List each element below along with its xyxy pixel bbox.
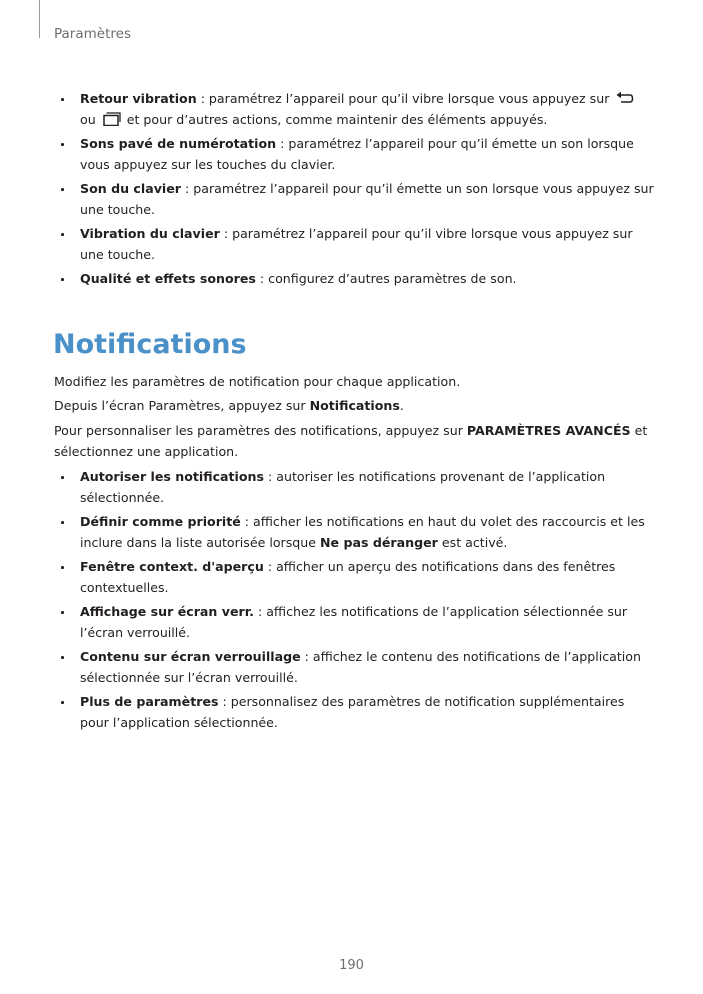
recent-apps-icon [102,112,121,126]
term-fenetre-apercu: Fenêtre context. d'aperçu [80,559,264,574]
header-rule [39,0,40,38]
notifications-advanced: Pour personnaliser les paramètres des notifications, appuyez sur PARAMÈTRES AVANCÉS et sélectionnez une application. [54,423,648,459]
term-son-clavier: Son du clavier [80,181,181,196]
notification-settings-list [54,467,654,737]
list-item: Sons pavé de numérotation : paramétrez l’appareil pour qu’il émette un son lorsque vous appuyez sur les touches du clavier. [54,134,654,175]
list-item: Définir comme priorité : afficher les notifications en haut du volet des raccourcis et les inclure dans la liste autorisée lorsque Ne pas déranger est activé. [54,512,654,553]
term-vibration-clavier: Vibration du clavier [80,226,220,241]
sound-settings-list [54,89,654,294]
term-affichage-ecran: Affichage sur écran verr. [80,604,254,619]
list-item: Contenu sur écran verrouillage : affichez le contenu des notifications de l’application sélectionnée sur l’écran verrouillé. [54,647,654,688]
term-autoriser-notifications: Autoriser les notifications [80,469,264,484]
term-sons-pave: Sons pavé de numérotation [80,136,277,151]
list-item: Fenêtre context. d'aperçu : afficher un aperçu des notifications dans des fenêtres contextuelles. [54,557,654,598]
list-item: Affichage sur écran verr. : affichez les notifications de l’application sélectionnée sur l’écran verrouillé. [54,602,654,643]
list-item: Vibration du clavier : paramétrez l’appareil pour qu’il vibre lorsque vous appuyez sur une touche. [54,224,654,265]
term-qualite-effets: Qualité et effets sonores [80,271,256,286]
notifications-intro: Modifiez les paramètres de notification pour chaque application. [54,374,461,389]
list-item: Plus de paramètres : personnalisez des paramètres de notification supplémentaires pour l’application sélectionnée. [54,692,654,733]
list-item: Son du clavier : paramétrez l’appareil pour qu’il émette un son lorsque vous appuyez sur une touche. [54,179,654,220]
page-number: 190 [339,958,364,973]
term-plus-parametres: Plus de paramètres [80,694,219,709]
back-icon [615,91,634,105]
page-header-title: Paramètres [54,26,131,42]
list-item: Retour vibration : paramétrez l’appareil pour qu’il vibre lorsque vous appuyez sur ou et pour d’autres actions, comme maintenir des éléments appuyés. [54,89,654,130]
term-definir-priorite: Définir comme priorité [80,514,241,529]
notifications-path: Depuis l’écran Paramètres, appuyez sur Notifications. [54,398,404,413]
term-contenu-ecran: Contenu sur écran verrouillage [80,649,301,664]
list-item: Qualité et effets sonores : configurez d’autres paramètres de son. [54,269,654,290]
section-title-notifications: Notifications [53,329,247,360]
term-retour-vibration: Retour vibration [80,91,197,106]
list-item: Autoriser les notifications : autoriser les notifications provenant de l’application sélectionnée. [54,467,654,508]
